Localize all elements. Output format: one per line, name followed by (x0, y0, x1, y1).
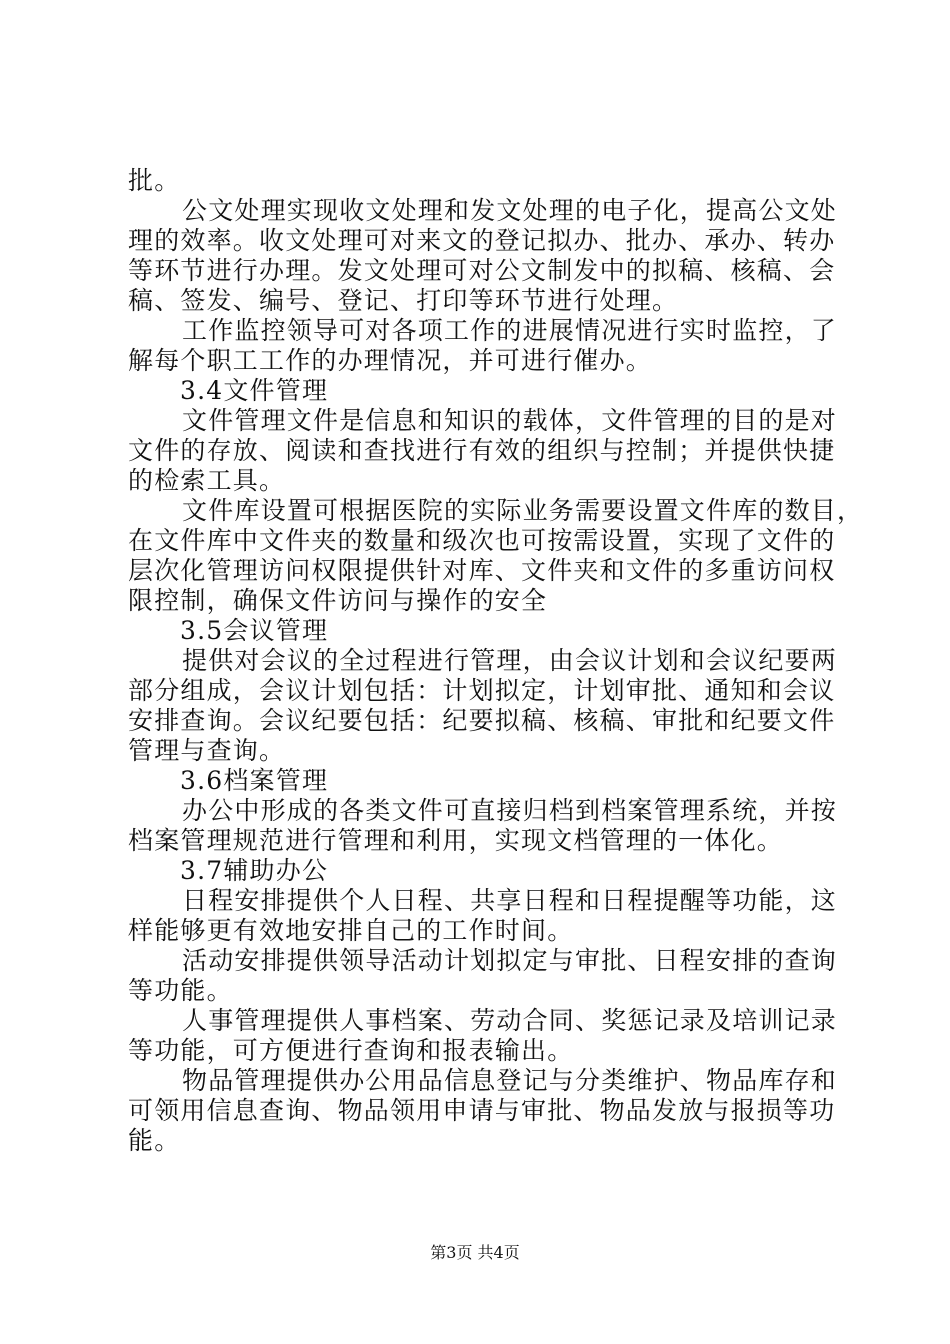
paragraph-line: 安排查询。会议纪要包括：纪要拟稿、核稿、审批和纪要文件 (128, 706, 836, 735)
paragraph-line: 工作监控领导可对各项工作的进展情况进行实时监控，了 (182, 316, 838, 345)
paragraph-line: 文件库设置可根据医院的实际业务需要设置文件库的数目， (182, 496, 864, 525)
paragraph-line: 活动安排提供领导活动计划拟定与审批、日程安排的查询 (182, 946, 838, 975)
page-number-footer: 第3页 共4页 (430, 1243, 520, 1262)
document-body (128, 166, 864, 1156)
paragraph-line: 办公中形成的各类文件可直接归档到档案管理系统，并按 (182, 796, 838, 825)
paragraph-line: 管理与查询。 (128, 736, 286, 765)
paragraph-line: 物品管理提供办公用品信息登记与分类维护、物品库存和 (182, 1066, 838, 1095)
paragraph-line: 批。 (128, 166, 181, 195)
paragraph-line: 层次化管理访问权限提供针对库、文件夹和文件的多重访问权 (128, 556, 836, 585)
paragraph-line: 公文处理实现收文处理和发文处理的电子化，提高公文处 (182, 196, 838, 225)
paragraph-line: 能。 (128, 1126, 181, 1155)
paragraph-line: 档案管理规范进行管理和利用，实现文档管理的一体化。 (128, 826, 784, 855)
paragraph-line: 文件管理文件是信息和知识的载体，文件管理的目的是对 (182, 406, 838, 435)
paragraph-line: 在文件库中文件夹的数量和级次也可按需设置，实现了文件的 (128, 526, 836, 555)
section-heading: 3.4文件管理 (180, 376, 329, 405)
paragraph-line: 人事管理提供人事档案、劳动合同、奖惩记录及培训记录 (182, 1006, 838, 1035)
paragraph-line: 等功能，可方便进行查询和报表输出。 (128, 1036, 574, 1065)
section-heading: 3.6档案管理 (180, 766, 329, 795)
paragraph-line: 部分组成，会议计划包括：计划拟定，计划审批、通知和会议 (128, 676, 836, 705)
paragraph-line: 等环节进行办理。发文处理可对公文制发中的拟稿、核稿、会 (128, 256, 836, 285)
paragraph-line: 日程安排提供个人日程、共享日程和日程提醒等功能，这 (182, 886, 838, 915)
paragraph-line: 样能够更有效地安排自己的工作时间。 (128, 916, 574, 945)
paragraph-line: 理的效率。收文处理可对来文的登记拟办、批办、承办、转办 (128, 226, 836, 255)
section-heading: 3.5会议管理 (180, 616, 329, 645)
section-heading: 3.7辅助办公 (180, 856, 329, 885)
paragraph-line: 等功能。 (128, 976, 233, 1005)
paragraph-line: 提供对会议的全过程进行管理，由会议计划和会议纪要两 (182, 646, 838, 675)
paragraph-line: 的检索工具。 (128, 466, 286, 495)
paragraph-line: 解每个职工工作的办理情况，并可进行催办。 (128, 346, 653, 375)
paragraph-line: 可领用信息查询、物品领用申请与审批、物品发放与报损等功 (128, 1096, 836, 1125)
paragraph-line: 文件的存放、阅读和查找进行有效的组织与控制；并提供快捷 (128, 436, 836, 465)
paragraph-line: 限控制，确保文件访问与操作的安全 (128, 586, 548, 615)
paragraph-line: 稿、签发、编号、登记、打印等环节进行处理。 (128, 286, 679, 315)
